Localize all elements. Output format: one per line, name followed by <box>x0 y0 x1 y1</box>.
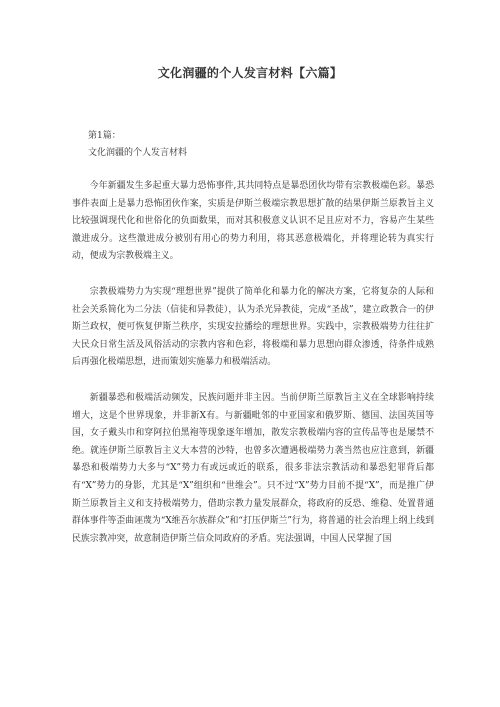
paragraph-1: 今年新疆发生多起重大暴力恐怖事件,其共同特点是暴恐团伙均带有宗教极端色彩。暴恐事件表面上是暴力恐怖团伙作案，实质是伊斯兰极端宗教思想扩散的结果伊斯兰原教旨主义比较强调现代化和世俗化的负面数果，而对其积极意义认识不足且应对不力，容易产生某些激进成分。这些激进成分被别有用心的势力利用，将其恶意极端化，并将理论转为真实行动，便成为宗教极端主义。 <box>72 181 434 262</box>
paragraph-3: 新疆暴恐和极端活动频发，民族问题并非主因。当前伊斯兰原教旨主义在全球影响持续增大，这是个世界现象，并非新X有。与新疆毗邻的中亚国家和俄罗斯、德国、法国英国等国，女子戴头巾和穿阿拉伯黑袍等现象逐年增加，散发宗教极端内容的宣传品等也是屡禁不绝。就连伊斯兰原教旨主义大本营的沙特，也曾多次遭遇极端势力袭当然也应注意到，新疆暴恐和极端势力大多与“X”势力有或远或近的联系，很多非法宗教活动和暴恐犯罪背后都有“X”势力的身影，尤其是“X”组织和“世维会”。只不过“X”势力目前不提“X”，而是推广伊斯兰原教旨主义和支持极端势力，借助宗教力量发展群众，将政府的反恐、维稳、处置普通群体事件等歪曲诬蔑为“X维吾尔族群众”和“打压伊斯兰”行为，将普通的社会治理上纲上线到民族宗教冲突，故意制造伊斯兰信众同政府的矛盾。宪法强调，中国人民掌握了国 <box>72 392 434 544</box>
paragraph-2: 宗教极端势力为实现“理想世界”提供了简单化和暴力化的解决方案，它将复杂的人际和社会关系简化为二分法（信徒和异教徒），认为杀光异教徒，完成“圣战”，建立政教合一的伊斯兰政权，便可恢复伊斯兰秩序，实现安拉播绘的理想世界。实践中，宗教极端势力往往扩大民众日常生活及风俗活动的宗教内容和色彩，将极端和暴力思想向群众渗透，待条件成熟后再强化极端思想，进而策划实施暴力和极端活动。 <box>72 286 434 368</box>
article-body <box>72 178 434 566</box>
article-label: 第1篇： <box>88 131 121 141</box>
document-title: 文化润疆的个人发言材料【六篇】 <box>157 66 343 80</box>
article-subtitle: 文化润疆的个人发言材料 <box>88 148 188 158</box>
